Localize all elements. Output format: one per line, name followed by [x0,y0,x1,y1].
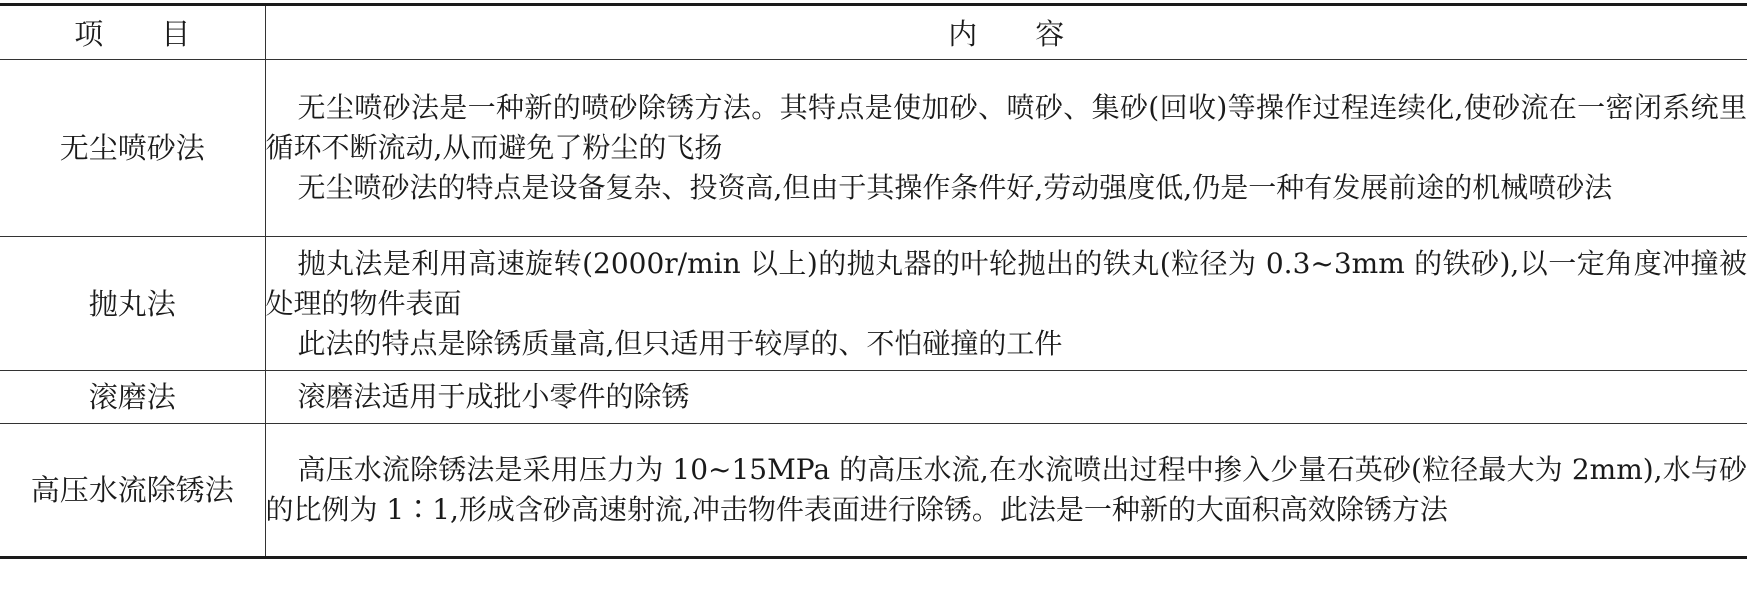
description-paragraph: 无尘喷砂法是一种新的喷砂除锈方法。其特点是使加砂、喷砂、集砂(回收)等操作过程连续化,使砂流在一密闭系统里循环不断流动,从而避免了粉尘的飞扬 [265,91,1747,164]
rust-removal-methods-table [0,3,1747,559]
method-name: 抛丸法 [0,237,265,371]
table-row [0,371,1747,424]
table-row [0,424,1747,558]
description-paragraph: 无尘喷砂法的特点是设备复杂、投资高,但由于其操作条件好,劳动强度低,仍是一种有发展前途的机械喷砂法 [297,171,1613,204]
method-description [265,237,1747,371]
description-paragraph: 抛丸法是利用高速旋转(2000r/min 以上)的抛丸器的叶轮抛出的铁丸(粒径为 0.3~3mm 的铁砂),以一定角度冲撞被处理的物件表面 [265,246,1747,320]
method-description [265,60,1747,237]
method-description [265,371,1747,424]
header-content: 内 容 [265,5,1747,60]
description-paragraph: 滚磨法适用于成批小零件的除锈 [297,380,690,413]
description-paragraph: 高压水流除锈法是采用压力为 10~15MPa 的高压水流,在水流喷出过程中掺入少量石英砂(粒径最大为 2mm),水与砂的比例为 1∶1,形成含砂高速射流,冲击物件表面进行除锈。此法是一种新的大面积高效除锈方法 [265,453,1747,526]
method-description [265,424,1747,558]
method-name: 无尘喷砂法 [0,60,265,237]
method-name: 高压水流除锈法 [0,424,265,558]
table-header-row [0,5,1747,60]
header-item: 项 目 [0,5,265,60]
table-row [0,237,1747,371]
description-paragraph: 此法的特点是除锈质量高,但只适用于较厚的、不怕碰撞的工件 [297,326,1063,360]
method-name: 滚磨法 [0,371,265,424]
table-row [0,60,1747,237]
